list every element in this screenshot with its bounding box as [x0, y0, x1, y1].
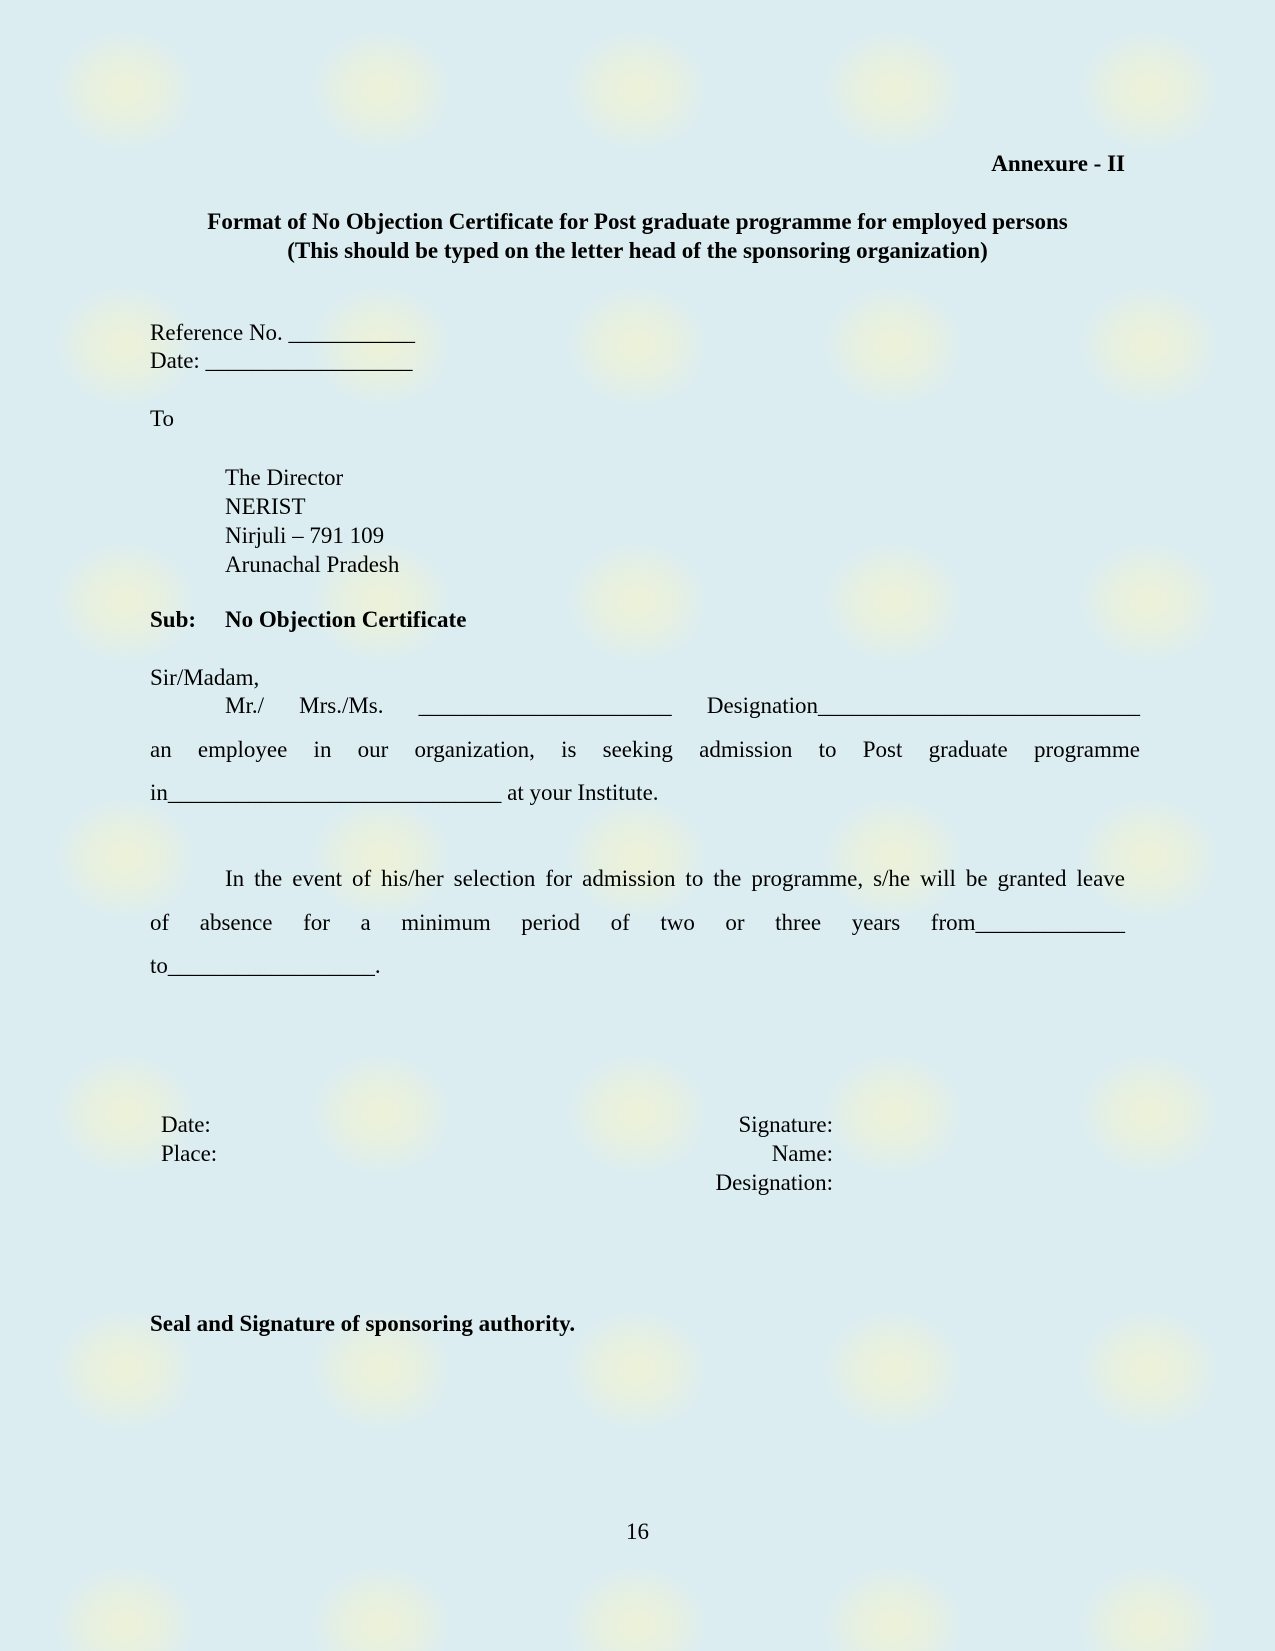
body-paragraph-line: an employee in our organization, is seeking admission to Post graduate programme	[150, 737, 1140, 762]
document-heading	[0, 207, 1275, 265]
signature-label: Signature:	[738, 1112, 833, 1137]
address-line: NERIST	[225, 494, 306, 519]
page-number: 16	[626, 1519, 649, 1544]
address-line: Nirjuli – 791 109	[225, 523, 385, 548]
annexure-label: Annexure - II	[991, 151, 1125, 176]
seal-signature-note: Seal and Signature of sponsoring authority.	[150, 1311, 576, 1336]
salutation: Sir/Madam,	[150, 665, 260, 690]
subject-line	[150, 606, 466, 634]
body-paragraph-line: in_____________________________ at your Institute.	[150, 780, 659, 805]
signoff-right-block	[715, 1110, 833, 1197]
subject-text: No Objection Certificate	[225, 607, 467, 632]
body-paragraph-line: Mr./ Mrs./Ms. ______________________ Designation____________________________	[225, 693, 1140, 718]
recipient-address	[225, 463, 399, 579]
subject-label: Sub:	[150, 607, 197, 632]
heading-title: Format of No Objection Certificate for Post graduate programme for employed persons	[207, 209, 1068, 234]
body-paragraph-line: of absence for a minimum period of two or three years from_____________	[150, 910, 1125, 935]
body-paragraph-line: to__________________.	[150, 953, 381, 978]
signoff-place-label: Place:	[161, 1141, 218, 1166]
designation-label: Designation:	[715, 1170, 833, 1195]
date-field: Date: __________________	[150, 348, 413, 373]
body-paragraph-line: In the event of his/her selection for admission to the programme, s/he will be granted leave	[225, 866, 1125, 891]
signoff-date-label: Date:	[161, 1112, 211, 1137]
signoff-left-block	[161, 1110, 217, 1168]
reference-number-field: Reference No. ___________	[150, 320, 416, 345]
to-label: To	[150, 406, 174, 431]
address-line: Arunachal Pradesh	[225, 552, 400, 577]
heading-note: (This should be typed on the letter head of the sponsoring organization)	[287, 238, 988, 263]
address-line: The Director	[225, 465, 344, 490]
name-label: Name:	[771, 1141, 833, 1166]
